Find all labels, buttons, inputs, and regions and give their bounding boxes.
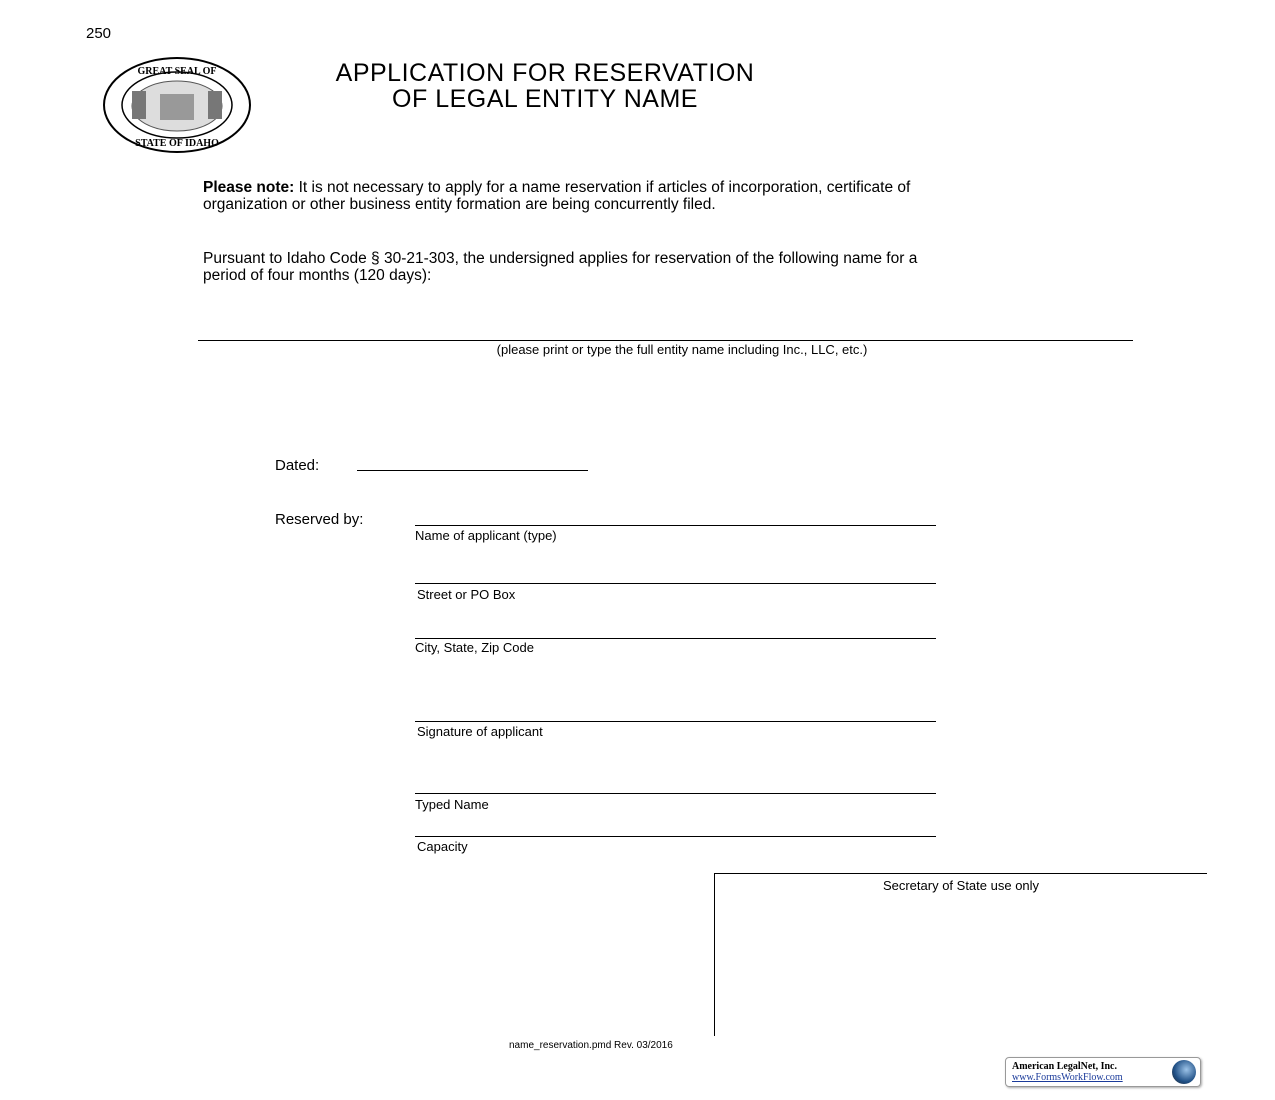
entity-name-caption: (please print or type the full entity name including Inc., LLC, etc.): [496, 342, 868, 357]
badge-company: American LegalNet, Inc.: [1012, 1061, 1117, 1072]
street-caption: Street or PO Box: [417, 587, 516, 602]
title-line-2: OF LEGAL ENTITY NAME: [392, 85, 698, 113]
applicant-name-line[interactable]: [415, 525, 936, 526]
svg-text:STATE OF IDAHO: STATE OF IDAHO: [135, 138, 219, 149]
note-label: Please note:: [203, 179, 295, 196]
globe-icon: [1172, 1060, 1196, 1084]
svg-text:GREAT SEAL OF: GREAT SEAL OF: [137, 66, 217, 77]
dated-line[interactable]: [357, 470, 588, 471]
typed-name-caption: Typed Name: [415, 797, 489, 812]
badge-url[interactable]: www.FormsWorkFlow.com: [1012, 1072, 1123, 1083]
applicant-name-caption: Name of applicant (type): [415, 528, 557, 543]
dated-label: Dated:: [275, 457, 320, 474]
city-caption: City, State, Zip Code: [415, 640, 534, 655]
secretary-of-state-box: [714, 873, 1207, 1036]
signature-line[interactable]: [415, 721, 936, 722]
idaho-seal-logo: [102, 56, 252, 154]
note-text: It is not necessary to apply for a name reservation if articles of incorporation, certificate of organization or other business entity formation are being concurrently filed.: [203, 179, 911, 213]
sos-box-title: Secretary of State use only: [882, 878, 1040, 893]
signature-caption: Signature of applicant: [417, 724, 543, 739]
capacity-line[interactable]: [415, 836, 936, 837]
typed-name-line[interactable]: [415, 793, 936, 794]
note-paragraph: [203, 180, 983, 213]
entity-name-line[interactable]: [198, 340, 1133, 341]
form-title: [270, 60, 820, 112]
reserved-by-label: Reserved by:: [275, 511, 364, 528]
title-line-1: APPLICATION FOR RESERVATION: [335, 59, 755, 87]
footer-revision: name_reservation.pmd Rev. 03/2016: [509, 1040, 673, 1051]
street-line[interactable]: [415, 583, 936, 584]
capacity-caption: Capacity: [417, 839, 468, 854]
city-line[interactable]: [415, 638, 936, 639]
form-number: 250: [86, 25, 112, 42]
american-legalnet-badge[interactable]: [1005, 1057, 1201, 1087]
pursuant-paragraph: Pursuant to Idaho Code § 30-21-303, the undersigned applies for reservation of the following name for a period of four months (120 days):: [203, 250, 918, 284]
